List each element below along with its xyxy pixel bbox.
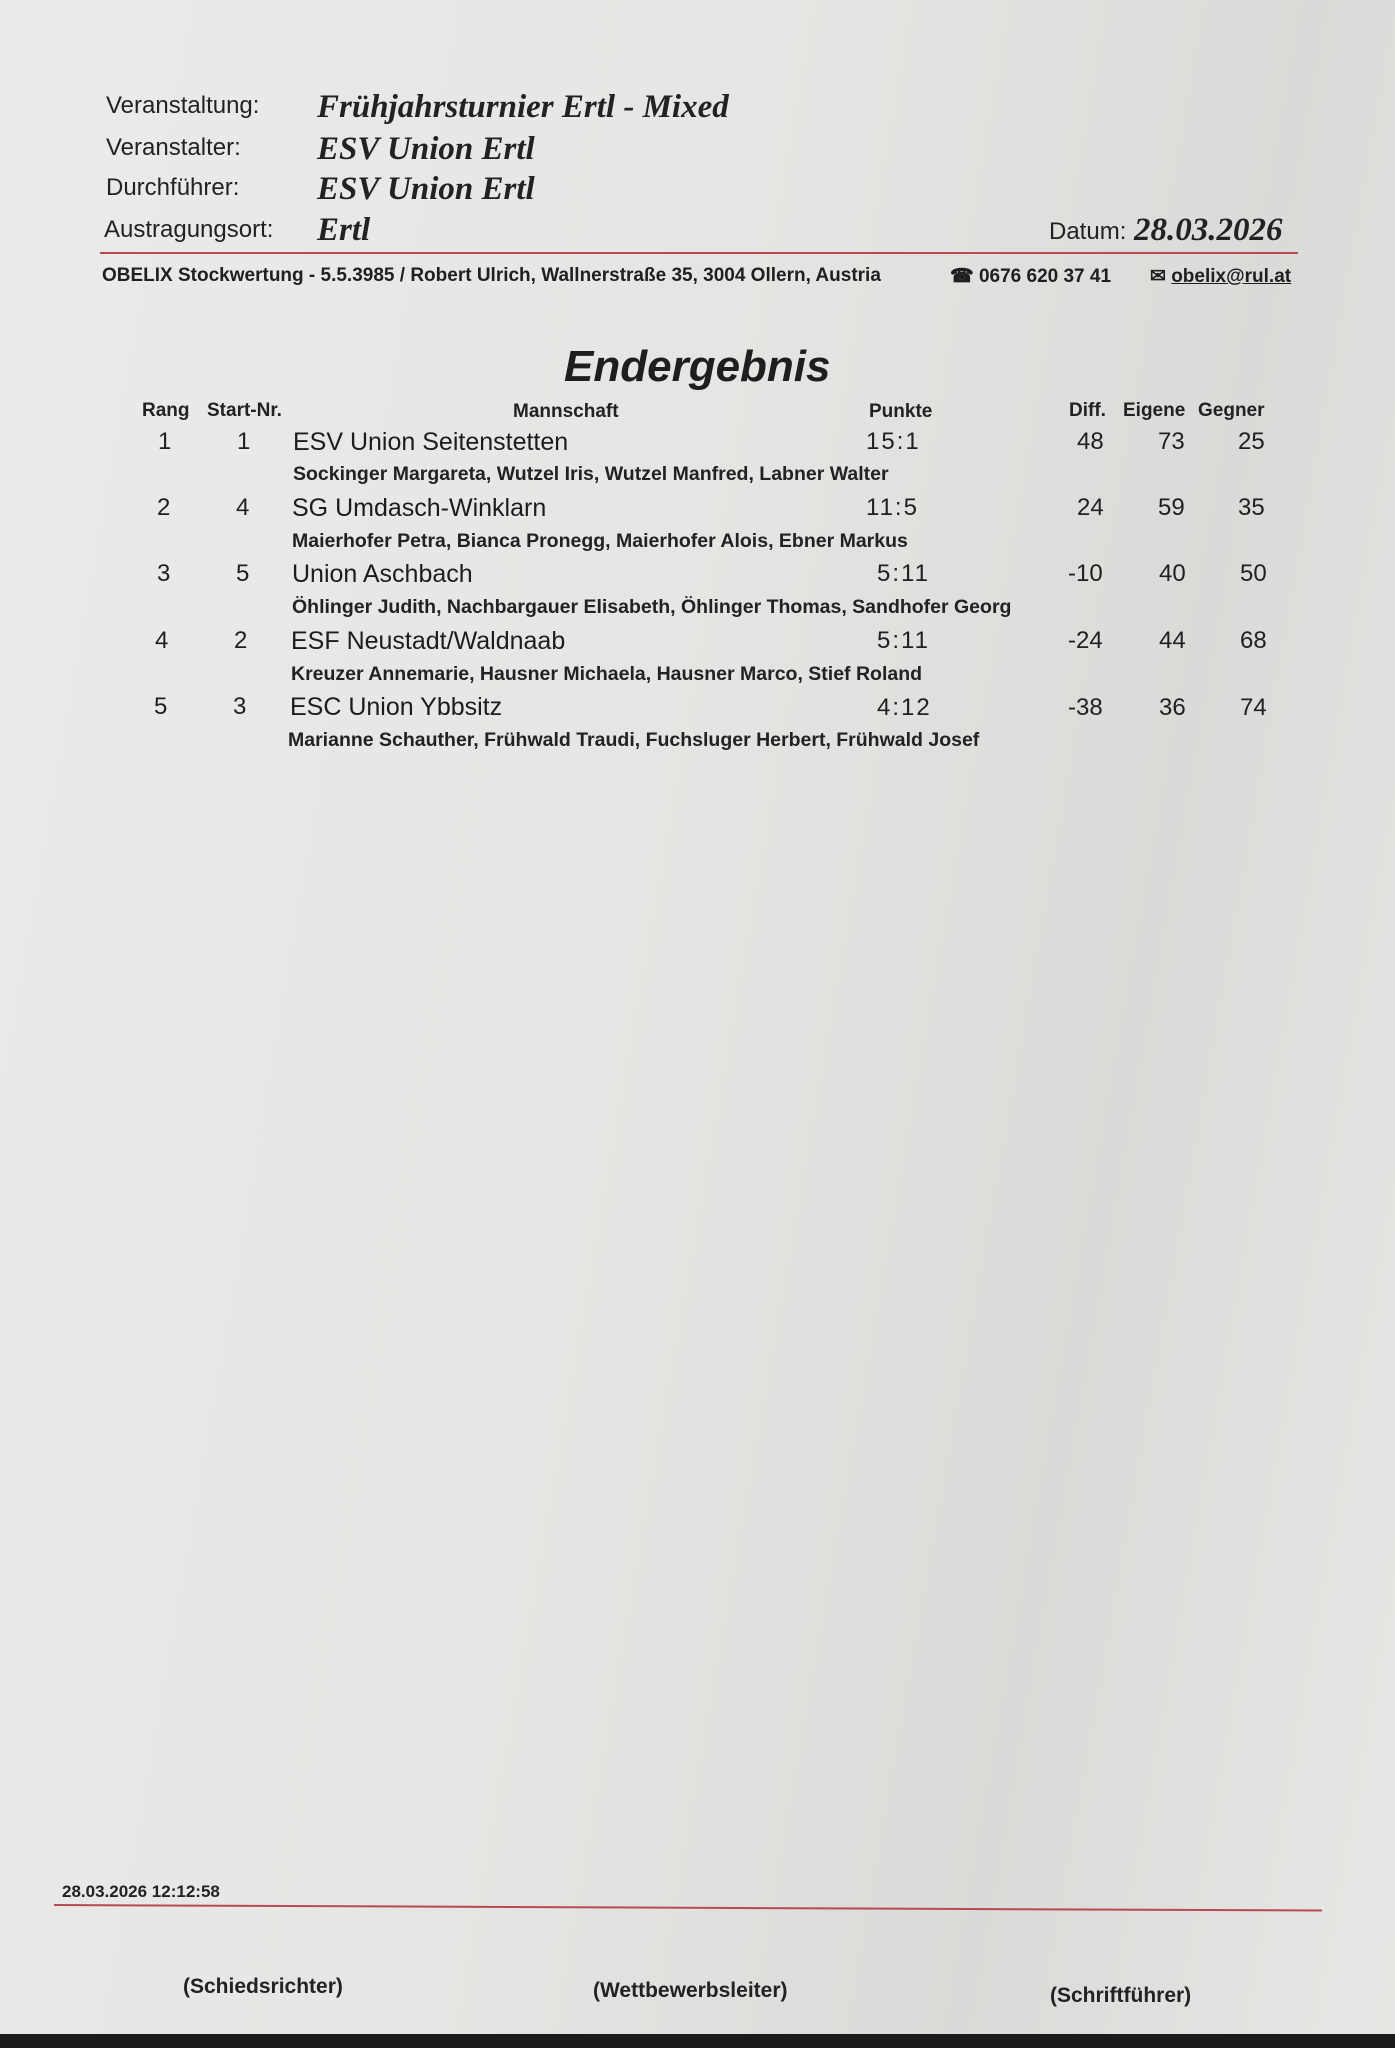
gegner: 74 bbox=[1240, 694, 1267, 721]
col-start-nr: Start-Nr. bbox=[207, 400, 282, 421]
eigene: 40 bbox=[1159, 560, 1186, 587]
rang: 5 bbox=[154, 693, 168, 720]
gegner: 68 bbox=[1240, 627, 1267, 654]
col-rang: Rang bbox=[142, 400, 190, 421]
signature-wettbewerbsleiter: (Wettbewerbsleiter) bbox=[593, 1979, 788, 2002]
header-divider bbox=[100, 252, 1298, 254]
eigene: 59 bbox=[1158, 494, 1185, 521]
eigene: 36 bbox=[1159, 694, 1186, 721]
diff: -24 bbox=[1068, 627, 1103, 654]
team-players: Öhlinger Judith, Nachbargauer Elisabeth, Öhlinger Thomas, Sandhofer Georg bbox=[292, 596, 1012, 618]
mail-icon: ✉ bbox=[1150, 266, 1166, 287]
start-nr: 2 bbox=[234, 627, 248, 654]
gegner: 25 bbox=[1238, 428, 1265, 455]
team-players: Sockinger Margareta, Wutzel Iris, Wutzel Manfred, Labner Walter bbox=[293, 463, 889, 485]
team-players: Maierhofer Petra, Bianca Pronegg, Maierhofer Alois, Ebner Markus bbox=[292, 530, 908, 552]
start-nr: 1 bbox=[237, 428, 251, 455]
col-gegner: Gegner bbox=[1198, 400, 1265, 421]
col-punkte: Punkte bbox=[869, 401, 933, 422]
email-link[interactable]: obelix@rul.at bbox=[1171, 266, 1292, 287]
veranstaltung-value: Frühjahrsturnier Ertl - Mixed bbox=[317, 89, 729, 125]
software-info: OBELIX Stockwertung - 5.5.3985 / Robert Ulrich, Wallnerstraße 35, 3004 Ollern, Austria bbox=[102, 265, 881, 286]
durchfuehrer-value: ESV Union Ertl bbox=[317, 171, 535, 207]
punkte: 5:11 bbox=[877, 627, 930, 654]
team-players: Kreuzer Annemarie, Hausner Michaela, Hausner Marco, Stief Roland bbox=[291, 663, 923, 685]
team-name: ESF Neustadt/Waldnaab bbox=[291, 627, 566, 655]
rang: 2 bbox=[157, 494, 171, 521]
page-title: Endergebnis bbox=[564, 342, 831, 391]
punkte: 4:12 bbox=[877, 694, 932, 721]
phone-icon: ☎ bbox=[950, 266, 974, 287]
veranstaltung-label: Veranstaltung: bbox=[106, 92, 260, 119]
gegner: 50 bbox=[1240, 560, 1267, 587]
punkte: 5:11 bbox=[877, 560, 930, 587]
austragungsort-value: Ertl bbox=[317, 212, 371, 248]
datum-label: Datum: bbox=[1049, 218, 1127, 245]
diff: -10 bbox=[1068, 560, 1103, 587]
durchfuehrer-label: Durchführer: bbox=[106, 174, 240, 201]
phone-number: 0676 620 37 41 bbox=[978, 266, 1112, 287]
rang: 4 bbox=[155, 627, 169, 654]
eigene: 44 bbox=[1159, 627, 1186, 654]
gegner: 35 bbox=[1238, 494, 1265, 521]
veranstalter-value: ESV Union Ertl bbox=[317, 131, 535, 167]
eigene: 73 bbox=[1158, 428, 1185, 455]
datum-value: 28.03.2026 bbox=[1134, 212, 1283, 248]
team-name: SG Umdasch-Winklarn bbox=[292, 494, 547, 522]
diff: 48 bbox=[1077, 428, 1104, 455]
background-edge bbox=[0, 2034, 1395, 2048]
email-contact bbox=[1150, 265, 1291, 288]
start-nr: 4 bbox=[236, 494, 250, 521]
diff: -38 bbox=[1068, 694, 1103, 721]
punkte: 11:5 bbox=[866, 494, 919, 521]
signature-schriftfuehrer: (Schriftführer) bbox=[1050, 1984, 1192, 2007]
signature-schiedsrichter: (Schiedsrichter) bbox=[183, 1975, 343, 1998]
print-timestamp: 28.03.2026 12:12:58 bbox=[62, 1882, 220, 1901]
col-mannschaft: Mannschaft bbox=[513, 401, 619, 422]
col-eigene: Eigene bbox=[1123, 400, 1186, 421]
col-diff: Diff. bbox=[1069, 400, 1106, 421]
phone-contact bbox=[950, 265, 1111, 288]
rang: 1 bbox=[158, 428, 172, 455]
team-players: Marianne Schauther, Frühwald Traudi, Fuchsluger Herbert, Frühwald Josef bbox=[288, 729, 980, 751]
team-name: ESV Union Seitenstetten bbox=[293, 428, 569, 456]
punkte: 15:1 bbox=[866, 428, 921, 455]
austragungsort-label: Austragungsort: bbox=[104, 216, 274, 243]
diff: 24 bbox=[1077, 494, 1104, 521]
team-name: Union Aschbach bbox=[292, 560, 473, 588]
start-nr: 5 bbox=[236, 560, 250, 587]
start-nr: 3 bbox=[233, 693, 247, 720]
rang: 3 bbox=[157, 560, 171, 587]
team-name: ESC Union Ybbsitz bbox=[290, 693, 503, 721]
veranstalter-label: Veranstalter: bbox=[106, 134, 241, 161]
